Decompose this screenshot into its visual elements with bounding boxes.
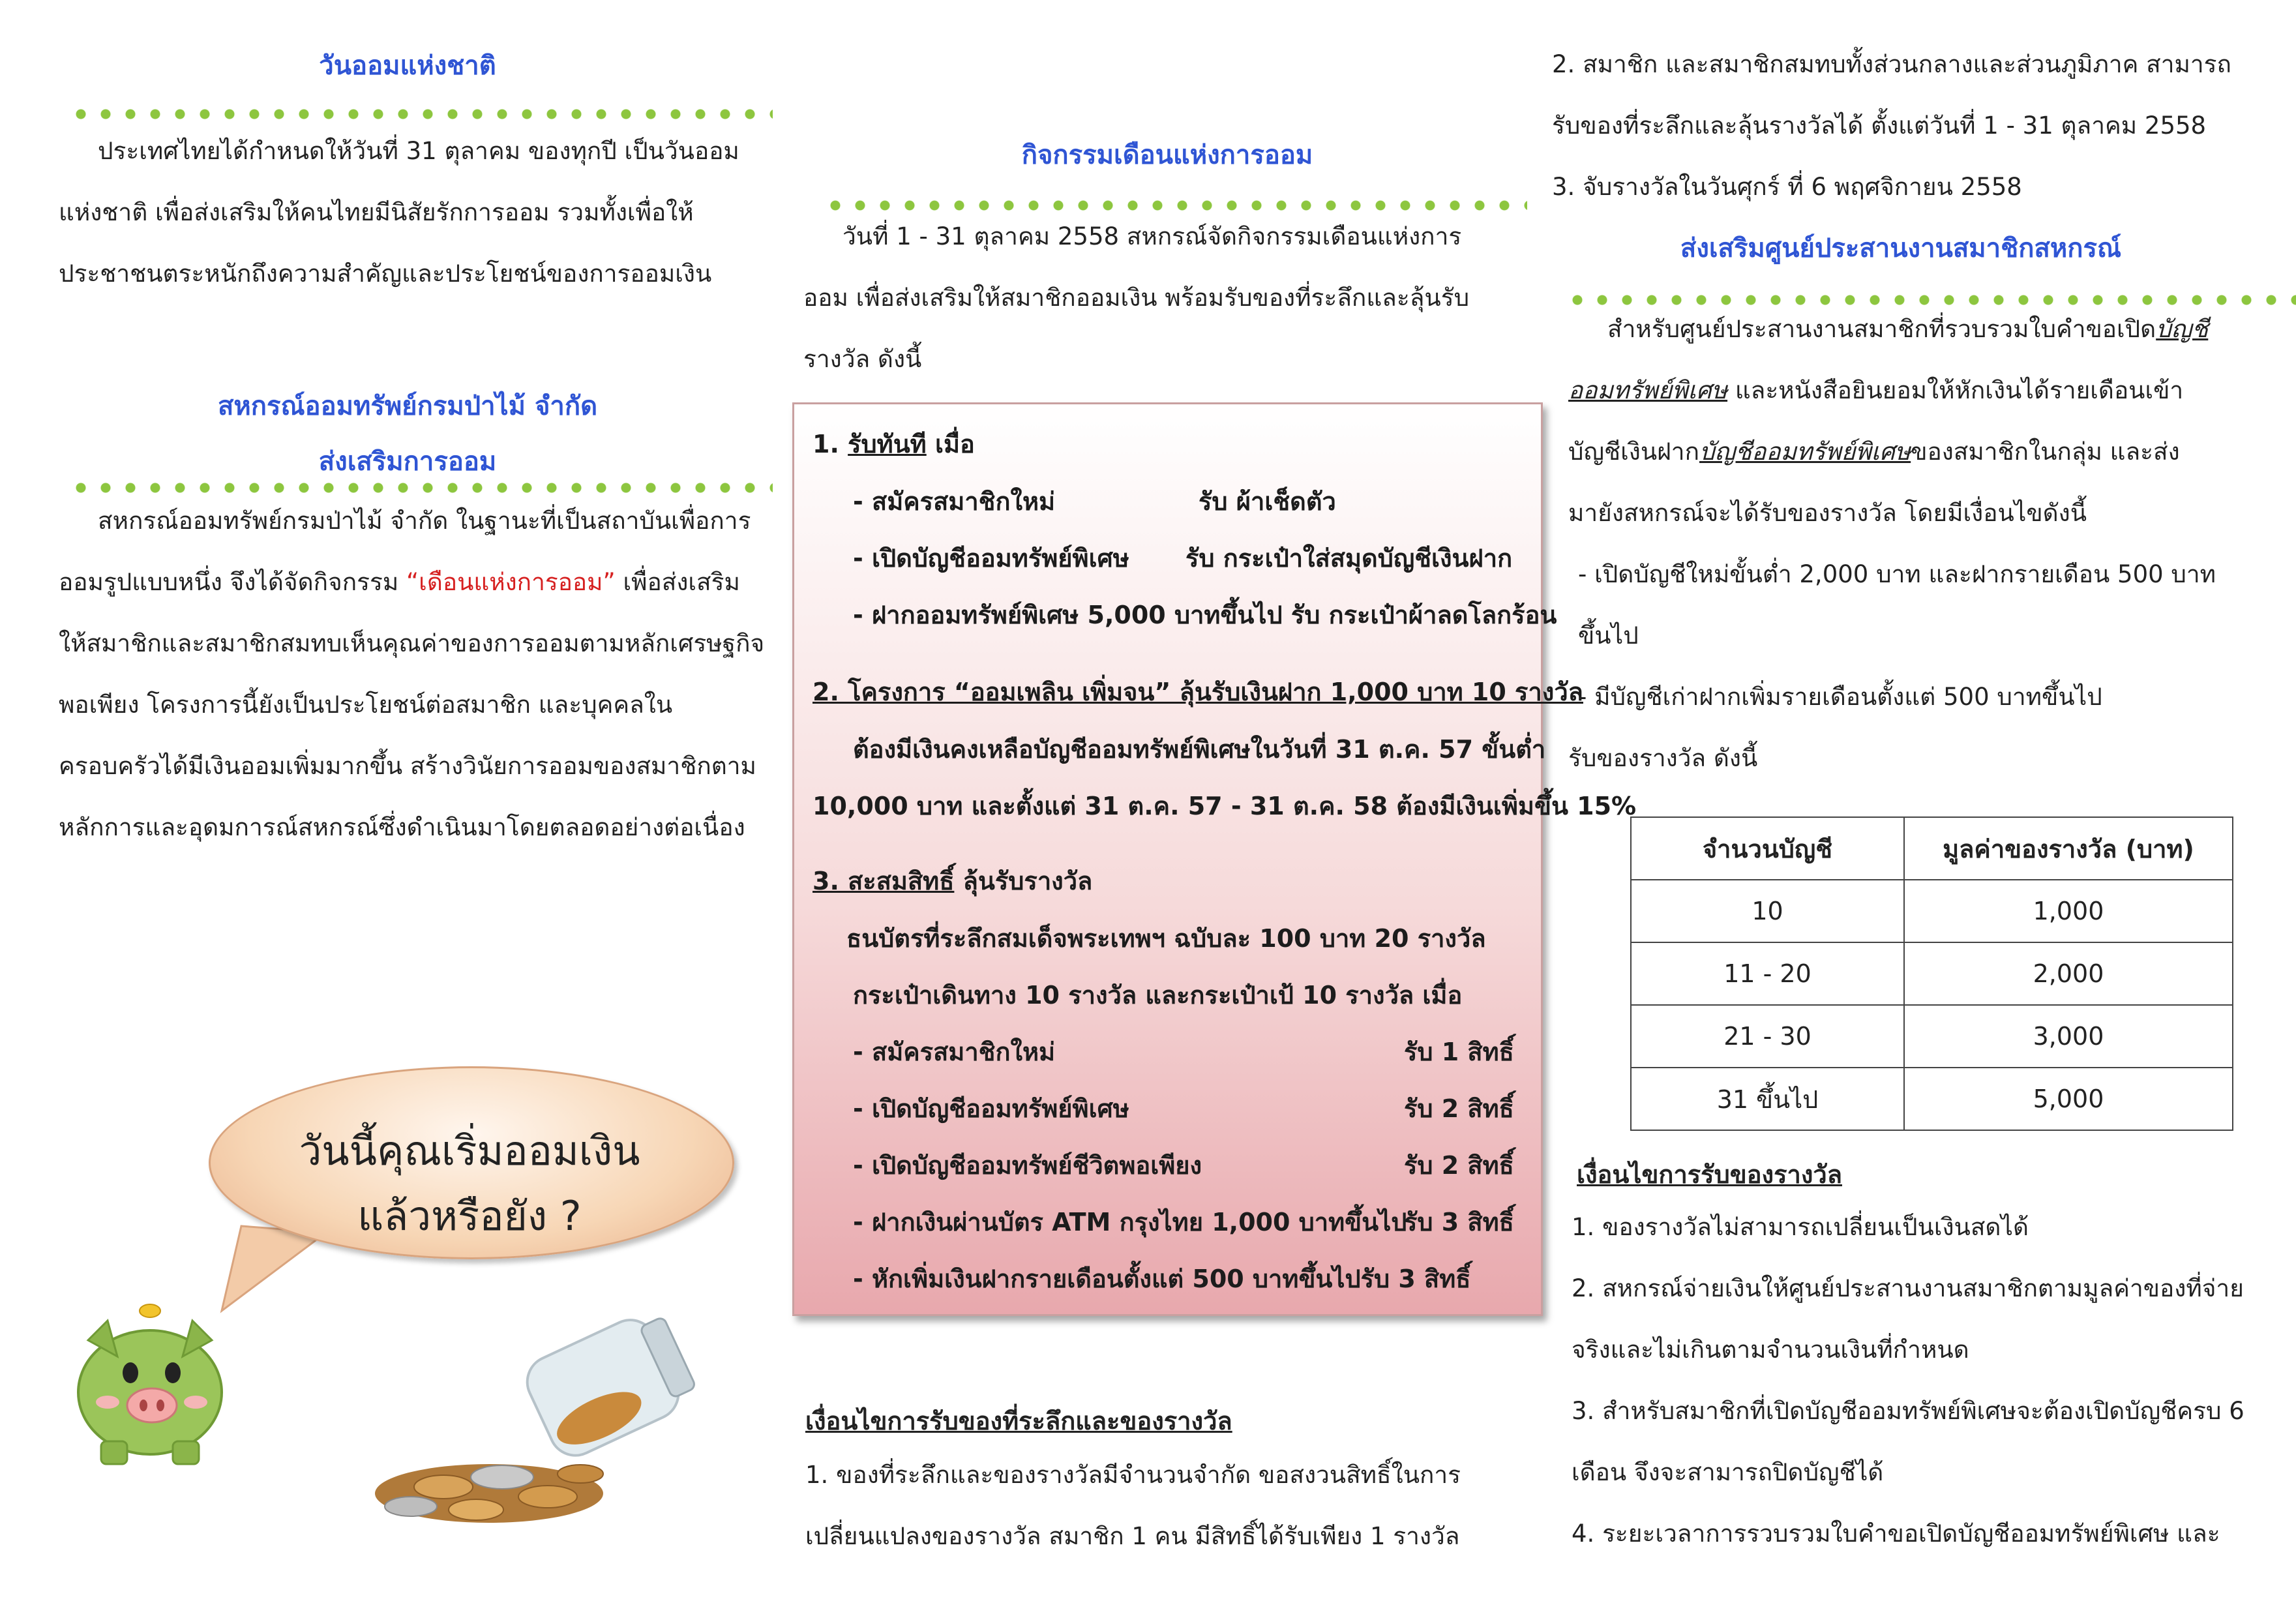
national-saving-day-paragraph: ประเทศไทยได้กำหนดให้วันที่ 31 ตุลาคม ของทุกปี เป็นวันออมแห่งชาติ เพื่อส่งเสริมให้คนไทยมีนิสัยรักการออม รวมทั้งเพื่อให้ประชาชนตระหนักถึงความสำคัญและประโยชน์ของการออมเงิน <box>59 137 739 288</box>
section3-line2: กระเป๋าเดินทาง 10 รางวัล และกระเป๋าเป้ 10 รางวัล เมื่อ <box>853 981 1463 1010</box>
title-saving-month-activities: กิจกรรมเดือนแห่งการออม <box>1021 140 1313 170</box>
section3-item-sufficiency-account: - เปิดบัญชีออมทรัพย์ชีวิตพอเพียง <box>853 1151 1202 1180</box>
title-promote-saving: ส่งเสริมการออม <box>318 447 497 477</box>
reward-conditions-title: เงื่อนไขการรับของรางวัล <box>1577 1160 1842 1189</box>
section1-item-deposit: - ฝากออมทรัพย์พิเศษ 5,000 บาทขึ้นไป รับ กระเป๋าผ้าลดโลกร้อน <box>853 601 1557 629</box>
section2-line2: 10,000 บาท และตั้งแต่ 31 ต.ค. 57 - 31 ต.ค. 58 ต้องมีเงินเพิ่มขึ้น 15% <box>813 792 1637 820</box>
coordination-intro: สำหรับศูนย์ประสานงานสมาชิกที่รวบรวมใบคำขอเปิดบัญชีออมทรัพย์พิเศษ และหนังสือยินยอมให้หักเงินได้รายเดือนเข้าบัญชีเงินฝากบัญชีออมทรัพย์พิเศษของสมาชิกในกลุ่ม และส่งมายังสหกรณ์จะได้รับของรางวัล โดยมีเงื่อนไขดังนี้ - เปิดบัญชีใหม่ขั้นต่ำ 2,000 บาท และฝากรายเดือน 500 บาทขึ้นไป - มีบัญชีเก่าฝากเพิ่มรายเดือนตั้งแต่ 500 บาทขึ้นไป รับของรางวัล ดังนี้ <box>1568 315 2216 772</box>
souvenir-condition-1: 1. ของที่ระลึกและของรางวัลมีจำนวนจำกัด ขอสงวนสิทธิ์ในการเปลี่ยนแปลงของรางวัล สมาชิก 1 คน มีสิทธิ์ได้รับเพียง 1 รางวัล <box>805 1461 1461 1550</box>
condition-2-and-3: 2. สมาชิก และสมาชิกสมทบทั้งส่วนกลางและส่วนภูมิภาค สามารถรับของที่ระลึกและลุ้นรางวัลได้ ตั้งแต่วันที่ 1 - 31 ตุลาคม 2558 3. จับรางวัลในวันศุกร์ ที่ 6 พฤศจิกายน 2558 <box>1552 50 2231 201</box>
table-row: 31 ขึ้นไป 5,000 <box>1631 1068 2233 1130</box>
section3-rights-3: รับ 2 สิทธิ์ <box>1404 1151 1514 1180</box>
saving-month-intro: วันที่ 1 - 31 ตุลาคม 2558 สหกรณ์จัดกิจกรรมเดือนแห่งการออม เพื่อส่งเสริมให้สมาชิกออมเงิน พร้อมรับของที่ระลึกและลุ้นรับรางวัล ดังนี้ <box>803 222 1470 373</box>
section3-rights-1: รับ 1 สิทธิ์ <box>1404 1038 1514 1066</box>
cooperative-paragraph: สหกรณ์ออมทรัพย์กรมป่าไม้ จำกัด ในฐานะที่เป็นสถาบันเพื่อการออมรูปแบบหนึ่ง จึงได้จัดกิจกรรม “เดือนแห่งการออม” เพื่อส่งเสริมให้สมาชิกและสมาชิกสมทบเห็นคุณค่าของการออมตามหลักเศรษฐกิจพอเพียง โครงการนี้ยังเป็นประโยชน์ต่อสมาชิก และบุคคลในครอบครัวได้มีเงินออมเพิ่มมากขึ้น สร้างวินัยการออมของสมาชิกตามหลักการและอุดมการณ์สหกรณ์ซึ่งดำเนินมาโดยตลอดอย่างต่อเนื่อง <box>59 507 765 841</box>
table-row: 11 - 20 2,000 <box>1631 942 2233 1005</box>
speech-bubble-text: วันนี้คุณเริ่มออมเงิน แล้วหรือยัง ? <box>299 1127 640 1240</box>
table-header-value: มูลค่าของรางวัล (บาท) <box>1904 817 2233 880</box>
section3-item-atm: - ฝากเงินผ่านบัตร ATM กรุงไทย 1,000 บาทขึ้นไป <box>853 1208 1407 1236</box>
activities-box <box>792 402 1637 1316</box>
coin-jar-illustration <box>365 1311 711 1533</box>
table-header-row <box>1631 817 2233 880</box>
section3-rights-4: รับ 3 สิทธิ์ <box>1404 1208 1514 1236</box>
section3-line1: ธนบัตรที่ระลึกสมเด็จพระเทพฯ ฉบับละ 100 บาท 20 รางวัล <box>846 924 1486 953</box>
section3-item-monthly: - หักเพิ่มเงินฝากรายเดือนตั้งแต่ 500 บาทขึ้นไปรับ 3 สิทธิ์ <box>853 1265 1471 1293</box>
section1-item-new-member: - สมัครสมาชิกใหม่ <box>853 487 1056 516</box>
souvenir-conditions-title: เงื่อนไขการรับของที่ระลึกและของรางวัล <box>805 1407 1232 1435</box>
section1-reward-passbook-bag: รับ กระเป๋าใส่สมุดบัญชีเงินฝาก <box>1185 544 1513 573</box>
section3-rights-2: รับ 2 สิทธิ์ <box>1404 1094 1514 1123</box>
table-row: 10 1,000 <box>1631 880 2233 942</box>
title-national-saving-day: วันออมแห่งชาติ <box>319 51 496 81</box>
section3-heading: 3. สะสมสิทธิ์ ลุ้นรับรางวัล <box>813 867 1093 895</box>
section1-heading: 1. รับทันที เมื่อ <box>813 430 975 458</box>
section1-item-special-account: - เปิดบัญชีออมทรัพย์พิเศษ <box>853 544 1129 573</box>
section3-item-special-account: - เปิดบัญชีออมทรัพย์พิเศษ <box>853 1094 1129 1123</box>
section1-reward-towel: รับ ผ้าเช็ดตัว <box>1199 487 1336 516</box>
title-coordination-center: ส่งเสริมศูนย์ประสานงานสมาชิกสหกรณ์ <box>1680 233 2122 263</box>
section2-heading: 2. โครงการ “ออมเพลิน เพิ่มจน” ลุ้นรับเงินฝาก 1,000 บาท 10 รางวัล <box>813 678 1583 706</box>
title-cooperative: สหกรณ์ออมทรัพย์กรมป่าไม้ จำกัด <box>217 391 598 421</box>
green-dot-divider <box>68 108 773 121</box>
table-row: 21 - 30 3,000 <box>1631 1005 2233 1068</box>
table-header-accounts: จำนวนบัญชี <box>1631 817 1904 880</box>
piggy-bank-illustration <box>62 1295 238 1471</box>
reward-table <box>1630 816 2233 1131</box>
section3-item-new-member: - สมัครสมาชิกใหม่ <box>853 1038 1056 1066</box>
reward-conditions-list: 1. ของรางวัลไม่สามารถเปลี่ยนเป็นเงินสดได้ 2. สหกรณ์จ่ายเงินให้ศูนย์ประสานงานสมาชิกตามมูลค่าของที่จ่ายจริงและไม่เกินตามจำนวนเงินที่กำหนด 3. สำหรับสมาชิกที่เปิดบัญชีออมทรัพย์พิเศษจะต้องเปิดบัญชีครบ 6 เดือน จึงจะสามารถปิดบัญชีได้ 4. ระยะเวลาการรวบรวมใบคำขอเปิดบัญชีออมทรัพย์พิเศษ และ <box>1572 1213 2244 1548</box>
section2-line1: ต้องมีเงินคงเหลือบัญชีออมทรัพย์พิเศษในวันที่ 31 ต.ค. 57 ขั้นต่ำ <box>853 735 1546 764</box>
